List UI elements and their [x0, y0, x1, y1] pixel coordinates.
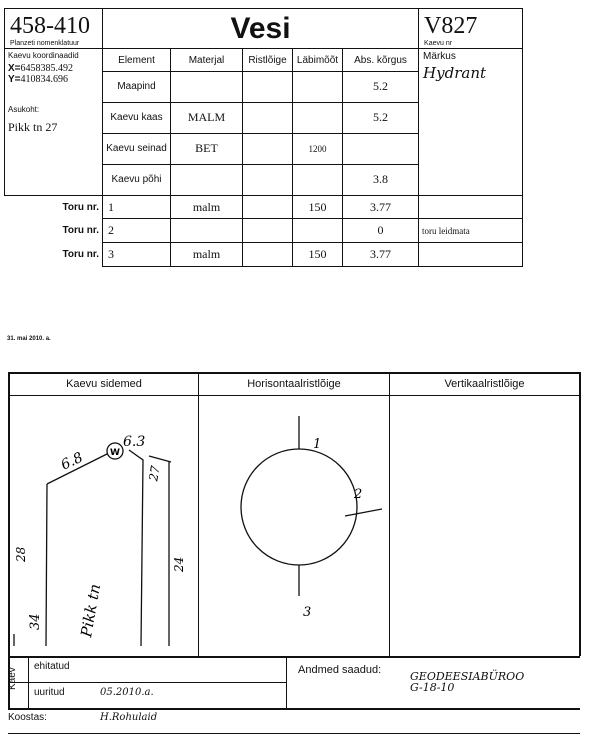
- built-label: ehitatud: [34, 661, 70, 672]
- row-element: Kaevu kaas: [103, 102, 171, 133]
- frame-bottom-panels: [8, 656, 580, 658]
- well-data-table: [4, 8, 523, 267]
- pipe-ristloige: [243, 195, 293, 219]
- house-28-label: 28: [14, 546, 28, 562]
- pipe-korgus: 3.77: [343, 243, 419, 267]
- x-value: 6458385.492: [20, 63, 74, 75]
- studied-label: uuritud: [34, 687, 65, 698]
- pipe-labimoot: [293, 219, 343, 243]
- well-code: V827: [424, 13, 478, 39]
- coords-label: Kaevu koordinaadid: [8, 51, 79, 61]
- pipe-ristloige: [243, 219, 293, 243]
- row-korgus: 5.2: [343, 102, 419, 133]
- note-cell: [419, 49, 523, 196]
- footer-rule: [8, 682, 286, 683]
- location-value: Pikk tn 27: [8, 120, 58, 135]
- well-caption: Kaevu nr: [424, 40, 453, 47]
- well-code-cell: [419, 9, 523, 49]
- row-element: Kaevu seinad: [103, 133, 171, 164]
- pipe-markus: [419, 195, 523, 219]
- pipe-nr: 3: [103, 243, 171, 267]
- pipe-labimoot: 150: [293, 195, 343, 219]
- pipe-label: Toru nr.: [5, 195, 103, 219]
- row-element: Kaevu põhi: [103, 164, 171, 195]
- house-34-label: 34: [28, 613, 43, 630]
- row-materjal: BET: [171, 133, 243, 164]
- dist-right-label: 6.3: [123, 434, 146, 450]
- row-materjal: [171, 71, 243, 102]
- sheet-code: 458-410: [10, 13, 90, 39]
- y-value: 410834.696: [20, 74, 69, 86]
- house-24-label: 24: [172, 556, 186, 572]
- col-ristloige: Ristlõige: [243, 49, 293, 72]
- row-labimoot: [293, 71, 343, 102]
- y-label: Y=: [8, 74, 21, 86]
- panel-title-mid: Horisontaalristlõige: [247, 378, 341, 390]
- footer-bottom-rule: [8, 708, 580, 710]
- pipe-nr: 1: [103, 195, 171, 219]
- pipe-materjal: malm: [171, 243, 243, 267]
- row-ristloige: [243, 102, 293, 133]
- panel-title-right: Vertikaalristlõige: [444, 378, 525, 390]
- panel-title-left: Kaevu sidemed: [66, 378, 142, 390]
- sheet-code-cell: [5, 9, 103, 49]
- pipe-materjal: malm: [171, 195, 243, 219]
- row-materjal: MALM: [171, 102, 243, 133]
- data-source-label: Andmed saadud:: [298, 664, 382, 676]
- pipe-labimoot: 150: [293, 243, 343, 267]
- col-markus: Märkus: [423, 51, 456, 63]
- pipe-1-label: 1: [313, 437, 322, 452]
- pipe-3-label: 3: [303, 605, 312, 620]
- author-value: H.Rohulaid: [100, 712, 158, 723]
- pipe-korgus: 0: [343, 219, 419, 243]
- panel-divider-2: [389, 372, 390, 656]
- row-korgus: [343, 133, 419, 164]
- pipe-korgus: 3.77: [343, 195, 419, 219]
- row-ristloige: [243, 71, 293, 102]
- sheet-caption: Planzeti nomenklatuur: [10, 40, 80, 47]
- pipe-2-line: [345, 509, 382, 516]
- row-korgus: 3.8: [343, 164, 419, 195]
- pipe-label: Toru nr.: [5, 219, 103, 243]
- row-materjal: [171, 164, 243, 195]
- dist-left-label: 6.8: [58, 449, 86, 474]
- row-element: Maapind: [103, 71, 171, 102]
- note-handwritten: Hydrant: [423, 64, 487, 83]
- hydrant-icon: [107, 443, 123, 459]
- pipe-label: Toru nr.: [5, 243, 103, 267]
- location-sketch: [9, 396, 198, 656]
- footer-side-label: Kaev: [7, 667, 18, 690]
- col-labimoot: Läbimõõt: [293, 49, 343, 72]
- pipe-2-label: 2: [354, 487, 363, 502]
- pipe-row: [5, 195, 523, 219]
- pipe-ristloige: [243, 243, 293, 267]
- row-ristloige: [243, 133, 293, 164]
- row-ristloige: [243, 164, 293, 195]
- row-korgus: 5.2: [343, 71, 419, 102]
- col-element: Element: [103, 49, 171, 72]
- house-27-label: 27: [146, 464, 163, 483]
- pipe-markus: toru leidmata: [419, 219, 523, 243]
- col-korgus: Abs. kõrgus: [343, 49, 419, 72]
- footer-mid-divider: [286, 656, 287, 708]
- horizontal-section-sketch: [199, 396, 389, 656]
- col-materjal: Materjal: [171, 49, 243, 72]
- footer-side-divider: [28, 656, 29, 708]
- coordinates-cell: [5, 49, 103, 196]
- pipe-markus: [419, 243, 523, 267]
- pipe-nr: 2: [103, 219, 171, 243]
- pipe-materjal: [171, 219, 243, 243]
- section-lines: [241, 416, 382, 596]
- row-labimoot: [293, 102, 343, 133]
- hydrant-mark: W: [110, 448, 120, 458]
- well-circle: [241, 449, 357, 565]
- studied-value: 05.2010.a.: [100, 687, 154, 698]
- street-name-label: Pikk tn: [77, 582, 105, 639]
- author-rule: [8, 733, 580, 734]
- data-source-value-1: GEODEESIABÜROO: [410, 670, 525, 683]
- x-label: X=: [8, 63, 21, 75]
- pipe-row: [5, 243, 523, 267]
- row-labimoot: [293, 164, 343, 195]
- location-label: Asukoht:: [8, 105, 40, 115]
- pipe-row: [5, 219, 523, 243]
- author-label: Koostas:: [8, 712, 47, 723]
- frame-top: [8, 372, 580, 374]
- document-title: Vesi: [103, 9, 419, 49]
- row-labimoot: 1200: [293, 133, 343, 164]
- frame-right: [579, 372, 581, 656]
- data-source-value-2: G-18-10: [410, 681, 455, 694]
- date-line: 31. mai 2010. a.: [7, 336, 51, 342]
